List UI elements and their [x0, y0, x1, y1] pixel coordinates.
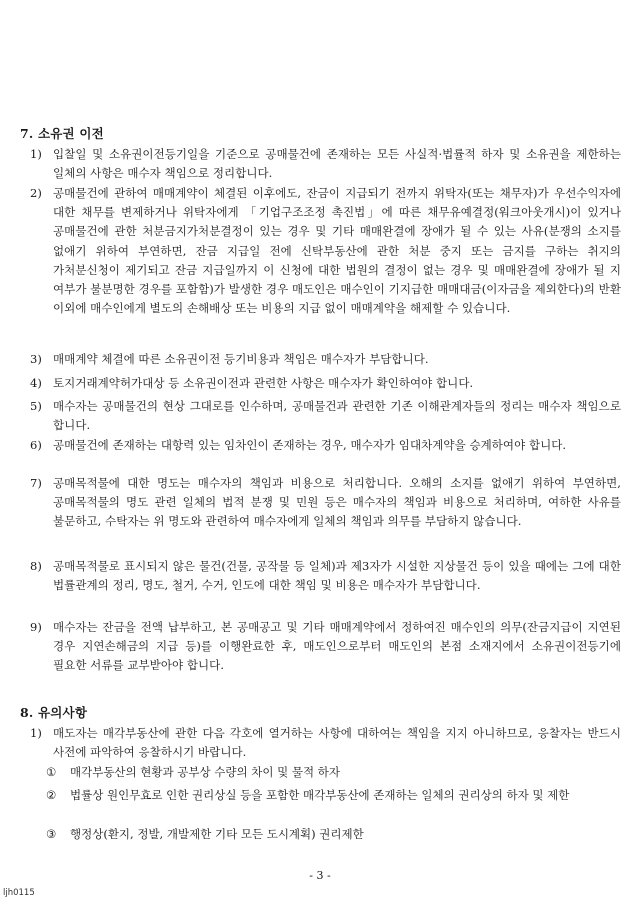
- circled-number: ③: [46, 827, 57, 841]
- document-code: ljh0115: [3, 888, 35, 898]
- section-8-subitem-1: [46, 763, 624, 782]
- item-number: 1): [30, 147, 42, 161]
- item-text: 공매목적물로 표시되지 않은 물건(건물, 공작물 등 일체)과 제3자가 시설한 지상물건 등이 있을 때에는 그에 대한 법률관계의 정리, 명도, 철거, 수거, 인도에 대한 책임 및 비용은 매수자가 부담합니다.: [53, 559, 621, 593]
- page-number: - 3 -: [309, 869, 331, 882]
- item-number: 2): [30, 186, 42, 200]
- item-text: 매수자는 공매물건의 현상 그대로를 인수하며, 공매물건과 관련한 기존 이해관계자들의 정리는 매수자 책임으로 합니다.: [53, 399, 621, 433]
- item-text: 입찰일 및 소유권이전등기일을 기준으로 공매물건에 존재하는 모든 사실적·법률적 하자 및 소유권을 제한하는 일체의 사항은 매수자 책임으로 정리합니다.: [53, 147, 621, 181]
- subitem-text: 법률상 원인무효로 인한 권리상실 등을 포함한 매각부동산에 존재하는 일체의 권리상의 하자 및 제한: [70, 788, 570, 802]
- item-text: 공매목적물에 대한 명도는 매수자의 책임과 비용으로 처리합니다. 오해의 소지를 없애기 위하여 부연하면, 공매목적물의 명도 관련 일체의 법적 분쟁 및 민원 등은 매수자의 책임과 비용으로 처리하며, 여하한 사유를 불문하고, 수탁자는 위 명도와 관련하여 매수자에게 일체의 책임과 의무를 부담하지 않습니다.: [53, 476, 621, 529]
- section-7-item-3: [20, 350, 624, 369]
- section-7-item-7: [20, 474, 624, 532]
- item-text: 토지거래계약허가대상 등 소유권이전과 관련한 사항은 매수자가 확인하여야 합니다.: [53, 376, 474, 390]
- section-7-item-2: [20, 184, 624, 318]
- section-8-heading: 8. 유의사항: [20, 705, 88, 720]
- item-text: 매수자는 잔금을 전액 납부하고, 본 공매공고 및 기타 매매계약에서 정하여진 매수인의 의무(잔금지급이 지연된 경우 지연손해금의 지급 등)를 이행완료한 후, 매도인으로부터 매도인의 본점 소재지에서 소유권이전등기에 필요한 서류를 교부받아야 합니다.: [53, 620, 621, 673]
- section-7-item-1: [20, 145, 624, 183]
- item-text: 매매계약 체결에 따른 소유권이전 등기비용과 책임은 매수자가 부담합니다.: [53, 352, 429, 366]
- item-number: 1): [30, 726, 42, 740]
- section-8-subitem-2: [46, 786, 624, 805]
- section-7-item-6: [20, 436, 624, 455]
- section-7-item-5: [20, 397, 624, 435]
- item-number: 8): [30, 559, 42, 573]
- subitem-text: 행정상(환지, 정발, 개발제한 기타 모든 도시계획) 권리제한: [70, 827, 364, 841]
- section-7-heading: 7. 소유권 이전: [20, 126, 104, 141]
- circled-number: ①: [46, 765, 57, 779]
- section-8-subitem-3: [46, 825, 624, 844]
- section-7-item-8: [20, 557, 624, 595]
- item-text: 매도자는 매각부동산에 관한 다음 각호에 열거하는 사항에 대하여는 책임을 지지 아니하므로, 응찰자는 반드시 사전에 파악하여 응찰하시기 바랍니다.: [53, 726, 621, 760]
- item-number: 6): [30, 438, 42, 452]
- circled-number: ②: [46, 788, 57, 802]
- section-7-item-9: [20, 618, 624, 676]
- subitem-text: 매각부동산의 현황과 공부상 수량의 차이 및 물적 하자: [70, 765, 340, 779]
- item-number: 9): [30, 620, 42, 634]
- item-text: 공매물건에 관하여 매매계약이 체결된 이후에도, 잔금이 지급되기 전까지 위탁자(또는 채무자)가 우선수익자에 대한 채무를 변제하거나 위탁자에게 「기업구조조정 촉진법」에 따른 채무유예결정(워크아웃개시)이 있거나 공매물건에 관한 처분금지가처분결정이 있는 경우 및 기타 매매완결에 장애가 될 수 있는 사유(분쟁의 소지를 없애기 위하여 부연하면, 잔금 지급일 전에 신탁부동산에 관한 처분 중지 또는 금지를 구하는 취지의 가처분신청이 제기되고 잔금 지급일까지 이 신청에 대한 법원의 결정이 없는 경우 및 매매완결에 장애가 될 지 여부가 불분명한 경우를 포함함)가 발생한 경우 매도인은 매수인이 기지급한 매매대금(이자금을 제외한다)의 반환 이외에 매수인에게 별도의 손해배상 또는 비용의 지급 없이 매매계약을 해제할 수 있습니다.: [53, 186, 621, 316]
- section-7-item-4: [20, 374, 624, 393]
- item-number: 3): [30, 352, 42, 366]
- item-text: 공매물건에 존재하는 대항력 있는 임차인이 존재하는 경우, 매수자가 임대차계약을 승계하여야 합니다.: [53, 438, 567, 452]
- section-8-item-1: [20, 724, 624, 762]
- item-number: 7): [30, 476, 42, 490]
- item-number: 4): [30, 376, 42, 390]
- item-number: 5): [30, 399, 42, 413]
